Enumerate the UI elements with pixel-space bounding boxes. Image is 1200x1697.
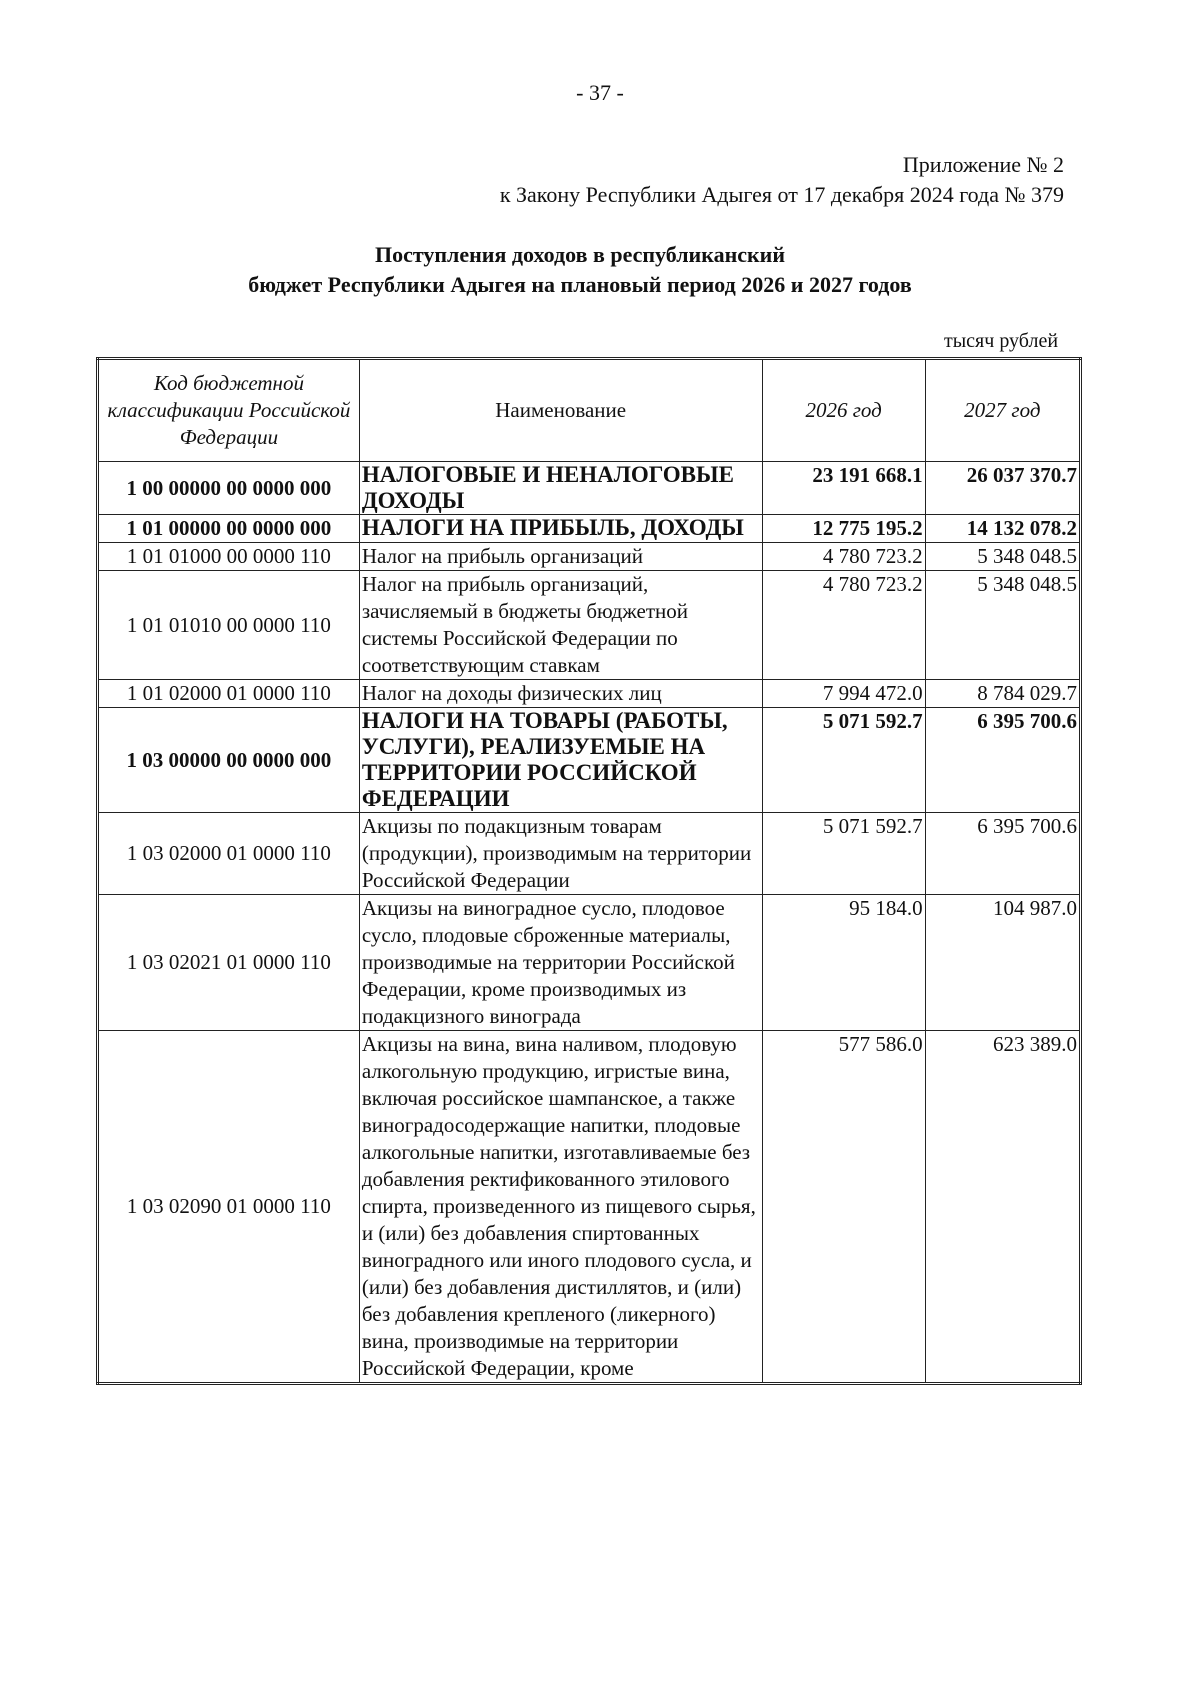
row-code: 1 03 02021 01 0000 110 (98, 895, 360, 1031)
header-2026: 2026 год (762, 359, 925, 462)
row-code: 1 03 02000 01 0000 110 (98, 813, 360, 895)
units-label: тысяч рублей (944, 330, 1059, 352)
row-value-2027: 26 037 370.7 (925, 462, 1080, 515)
row-value-2027: 623 389.0 (925, 1031, 1080, 1384)
row-name: Налог на прибыль организаций (359, 543, 762, 571)
table-row (98, 813, 1081, 895)
row-name: НАЛОГИ НА ТОВАРЫ (РАБОТЫ, УСЛУГИ), РЕАЛИЗУЕМЫЕ НА ТЕРРИТОРИИ РОССИЙСКОЙ ФЕДЕРАЦИИ (359, 708, 762, 813)
appendix-line-1: Приложение № 2 (902, 152, 1064, 177)
row-value-2026: 5 071 592.7 (762, 708, 925, 813)
row-code: 1 01 02000 01 0000 110 (98, 680, 360, 708)
title-line-2: бюджет Республики Адыгея на плановый период 2026 и 2027 годов (248, 272, 912, 297)
row-name: НАЛОГОВЫЕ И НЕНАЛОГОВЫЕ ДОХОДЫ (359, 462, 762, 515)
table-row (98, 515, 1081, 543)
table-row (98, 680, 1081, 708)
row-value-2026: 7 994 472.0 (762, 680, 925, 708)
row-value-2027: 6 395 700.6 (925, 708, 1080, 813)
row-code: 1 01 01010 00 0000 110 (98, 571, 360, 680)
row-value-2026: 23 191 668.1 (762, 462, 925, 515)
row-value-2027: 5 348 048.5 (925, 543, 1080, 571)
page-number: - 37 - (576, 80, 624, 105)
row-value-2027: 14 132 078.2 (925, 515, 1080, 543)
table-row (98, 571, 1081, 680)
table-header-row (98, 359, 1081, 462)
row-code: 1 03 00000 00 0000 000 (98, 708, 360, 813)
row-value-2027: 8 784 029.7 (925, 680, 1080, 708)
row-name: НАЛОГИ НА ПРИБЫЛЬ, ДОХОДЫ (359, 515, 762, 543)
row-value-2027: 104 987.0 (925, 895, 1080, 1031)
table-row (98, 895, 1081, 1031)
appendix-note (500, 150, 1064, 210)
header-code: Код бюджетной классификации Российской Федерации (98, 359, 360, 462)
table-row (98, 462, 1081, 515)
header-name: Наименование (359, 359, 762, 462)
row-value-2026: 4 780 723.2 (762, 543, 925, 571)
row-value-2026: 4 780 723.2 (762, 571, 925, 680)
row-value-2026: 577 586.0 (762, 1031, 925, 1384)
row-name: Акцизы по подакцизным товарам (продукции), производимым на территории Российской Федерации (359, 813, 762, 895)
table-row (98, 1031, 1081, 1384)
row-value-2026: 5 071 592.7 (762, 813, 925, 895)
row-value-2027: 6 395 700.6 (925, 813, 1080, 895)
row-code: 1 03 02090 01 0000 110 (98, 1031, 360, 1384)
row-value-2027: 5 348 048.5 (925, 571, 1080, 680)
row-name: Акцизы на виноградное сусло, плодовое сусло, плодовые сброженные материалы, производимые на территории Российской Федерации, кроме производимых из подакцизного винограда (359, 895, 762, 1031)
row-name: Налог на прибыль организаций, зачисляемый в бюджеты бюджетной системы Российской Федерации по соответствующим ставкам (359, 571, 762, 680)
row-name: Акцизы на вина, вина наливом, плодовую алкогольную продукцию, игристые вина, включая российское шампанское, а также виноградосодержащие напитки, плодовые алкогольные напитки, изготавливаемые без добавления ректификованного этилового спирта, произведенного из пищевого сырья, и (или) без добавления спиртованных виноградного или иного плодового сусла, и (или) без добавления дистиллятов, и (или) без добавления крепленого (ликерного) вина, производимые на территории Российской Федерации, кроме (359, 1031, 762, 1384)
row-name: Налог на доходы физических лиц (359, 680, 762, 708)
row-value-2026: 12 775 195.2 (762, 515, 925, 543)
title-line-1: Поступления доходов в республиканский (374, 242, 786, 267)
appendix-line-2: к Закону Республики Адыгея от 17 декабря 2024 года № 379 (499, 182, 1064, 207)
row-code: 1 01 01000 00 0000 110 (98, 543, 360, 571)
row-code: 1 01 00000 00 0000 000 (98, 515, 360, 543)
document-title (0, 240, 1160, 300)
revenue-table (96, 357, 1082, 1385)
row-value-2026: 95 184.0 (762, 895, 925, 1031)
table-row (98, 543, 1081, 571)
table-row (98, 708, 1081, 813)
row-code: 1 00 00000 00 0000 000 (98, 462, 360, 515)
header-2027: 2027 год (925, 359, 1080, 462)
